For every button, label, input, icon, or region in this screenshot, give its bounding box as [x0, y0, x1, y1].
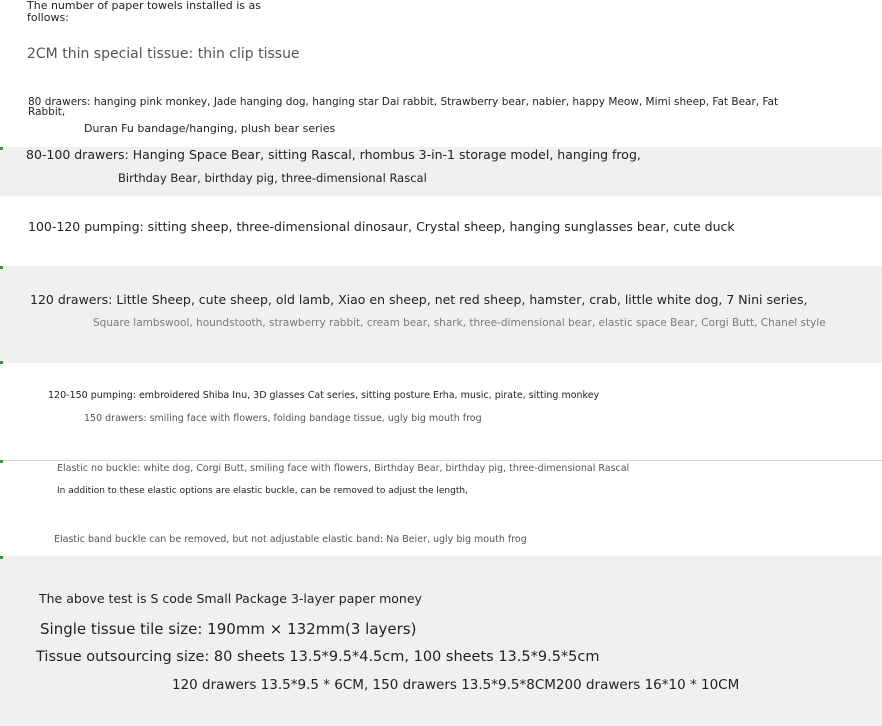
tile-size: Single tissue tile size: 190mm × 132mm(3 layers) — [40, 620, 417, 638]
elastic-line1: Elastic no buckle: white dog, Corgi Butt, smiling face with flowers, Birthday Bear, birthday pig, three-dimensional Rascal — [57, 463, 630, 474]
row-marker — [0, 556, 3, 559]
row-marker — [0, 147, 3, 150]
outsourcing-size: Tissue outsourcing size: 80 sheets 13.5*9.5*4.5cm, 100 sheets 13.5*9.5*5cm — [36, 649, 600, 665]
divider — [0, 460, 882, 461]
intro-text: The number of paper towels installed is as follows: — [27, 0, 261, 24]
group-120-line1: 120 drawers: Little Sheep, cute sheep, old lamb, Xiao en sheep, net red sheep, hamster, crab, little white dog, 7 Nini series, — [30, 292, 808, 307]
group-120-150-line1: 120-150 pumping: embroidered Shiba Inu, 3D glasses Cat series, sitting posture Erha, music, pirate, sitting monkey — [48, 390, 600, 401]
row-marker — [0, 460, 3, 463]
row-marker — [0, 266, 3, 269]
group-120-line2: Square lambswool, houndstooth, strawberry rabbit, cream bear, shark, three-dimensional bear, elastic space Bear, Corgi Butt, Chanel style — [93, 317, 826, 329]
band-120 — [0, 266, 882, 363]
group-100-120-line1: 100-120 pumping: sitting sheep, three-dimensional dinosaur, Crystal sheep, hanging sunglasses bear, cute duck — [28, 219, 735, 234]
group-120-150-line2: 150 drawers: smiling face with flowers, folding bandage tissue, ugly big mouth frog — [84, 413, 482, 424]
group-80-100-line2: Birthday Bear, birthday pig, three-dimensional Rascal — [118, 171, 427, 185]
elastic-line2: In addition to these elastic options are elastic buckle, can be removed to adjust the length, — [57, 486, 468, 496]
band-specs — [0, 556, 882, 726]
outsourcing-size-cont: 120 drawers 13.5*9.5 * 6CM, 150 drawers 13.5*9.5*8CM200 drawers 16*10 * 10CM — [172, 677, 740, 693]
elastic-line3: Elastic band buckle can be removed, but not adjustable elastic band: Na Beier, ugly big mouth frog — [54, 534, 527, 545]
subtitle: 2CM thin special tissue: thin clip tissue — [27, 46, 300, 62]
group-80-100-line1: 80-100 drawers: Hanging Space Bear, sitting Rascal, rhombus 3-in-1 storage model, hanging frog, — [26, 147, 641, 162]
row-marker — [0, 361, 3, 364]
group-80-line2: Duran Fu bandage/hanging, plush bear series — [84, 122, 336, 135]
group-80-line1: 80 drawers: hanging pink monkey, Jade hanging dog, hanging star Dai rabbit, Strawberry bear, nabier, happy Meow, Mimi sheep, Fat Bear, Fat Rabbit, — [28, 96, 779, 118]
test-note: The above test is S code Small Package 3-layer paper money — [39, 591, 422, 606]
